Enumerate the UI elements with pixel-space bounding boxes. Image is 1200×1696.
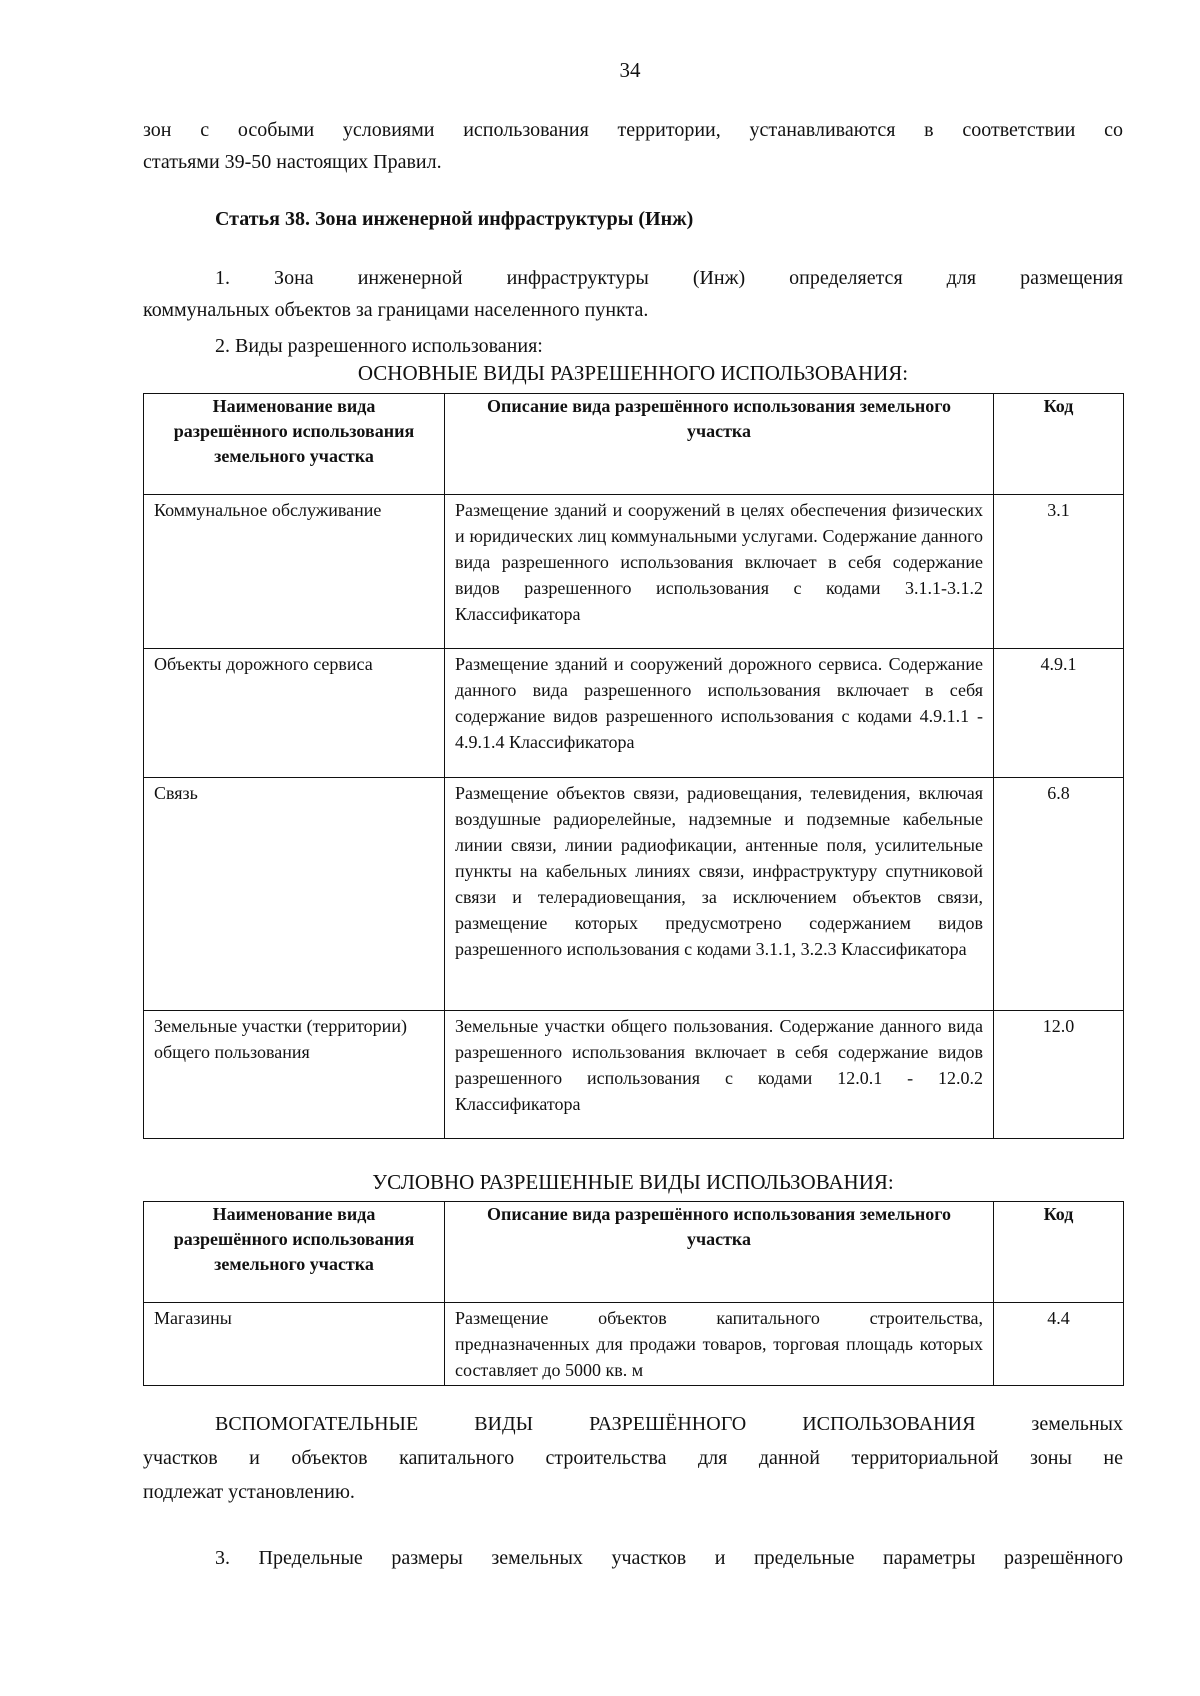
header-code: Код bbox=[994, 394, 1124, 495]
row-desc: Размещение зданий и сооружений в целях обеспечения физических и юридических лиц коммунальными услугами. Содержание данного вида разрешенного использования включает в себя содержание видов разрешенного использования с кодами 3.1.1-3.1.2 Классификатора bbox=[445, 495, 994, 649]
item-3-text: 3. Предельные размеры земельных участков и предельные параметры разрешённого bbox=[215, 1547, 1123, 1569]
article-heading: Статья 38. Зона инженерной инфраструктуры (Инж) bbox=[215, 208, 694, 230]
table-row bbox=[144, 495, 1124, 649]
item-1-line-2: коммунальных объектов за границами населенного пункта. bbox=[143, 299, 649, 321]
conditional-uses-title: УСЛОВНО РАЗРЕШЕННЫЕ ВИДЫ ИСПОЛЬЗОВАНИЯ: bbox=[372, 1170, 894, 1194]
table-row bbox=[144, 1303, 1124, 1386]
page-number: 34 bbox=[619, 58, 641, 82]
auxiliary-line-2: участков и объектов капитального строительства для данной территориальной зоны не bbox=[143, 1447, 1123, 1469]
header-code: Код bbox=[994, 1202, 1124, 1303]
table-header-row bbox=[144, 394, 1124, 495]
row-desc: Размещение зданий и сооружений дорожного сервиса. Содержание данного вида разрешенного использования включает в себя содержание видов разрешенного использования с кодами 4.9.1.1 - 4.9.1.4 Классификатора bbox=[445, 649, 994, 778]
header-name: Наименование вида разрешённого использования земельного участка bbox=[144, 1202, 445, 1303]
conditional-uses-table bbox=[143, 1201, 1124, 1386]
row-desc: Размещение объектов капитального строительства, предназначенных для продажи товаров, торговая площадь которых составляет до 5000 кв. м bbox=[445, 1303, 994, 1386]
intro-line-1: зон с особыми условиями использования территории, устанавливаются в соответствии со bbox=[143, 119, 1123, 141]
header-desc: Описание вида разрешённого использования земельного участка bbox=[445, 394, 994, 495]
row-name: Магазины bbox=[144, 1303, 445, 1386]
table-row bbox=[144, 1011, 1124, 1139]
row-name: Коммунальное обслуживание bbox=[144, 495, 445, 649]
row-code: 4.4 bbox=[994, 1303, 1124, 1386]
auxiliary-line-3: подлежат установлению. bbox=[143, 1481, 355, 1503]
intro-line-2: статьями 39-50 настоящих Правил. bbox=[143, 151, 442, 173]
item-2-text: 2. Виды разрешенного использования: bbox=[215, 335, 543, 357]
row-code: 12.0 bbox=[994, 1011, 1124, 1139]
item-1-line-1: 1. Зона инженерной инфраструктуры (Инж) определяется для размещения bbox=[215, 267, 1123, 289]
row-name: Объекты дорожного сервиса bbox=[144, 649, 445, 778]
row-name: Связь bbox=[144, 778, 445, 1011]
table-row bbox=[144, 649, 1124, 778]
main-uses-title: ОСНОВНЫЕ ВИДЫ РАЗРЕШЕННОГО ИСПОЛЬЗОВАНИЯ: bbox=[357, 361, 909, 385]
row-code: 6.8 bbox=[994, 778, 1124, 1011]
header-desc: Описание вида разрешённого использования земельного участка bbox=[445, 1202, 994, 1303]
intro-paragraph bbox=[143, 114, 1123, 178]
table-row bbox=[144, 778, 1124, 1011]
item-1-paragraph bbox=[143, 262, 1123, 326]
header-name: Наименование вида разрешённого использования земельного участка bbox=[144, 394, 445, 495]
row-code: 4.9.1 bbox=[994, 649, 1124, 778]
row-code: 3.1 bbox=[994, 495, 1124, 649]
auxiliary-paragraph bbox=[143, 1407, 1123, 1509]
row-desc: Земельные участки общего пользования. Содержание данного вида разрешенного использования включает в себя содержание видов разрешенного использования с кодами 12.0.1 - 12.0.2 Классификатора bbox=[445, 1011, 994, 1139]
auxiliary-line-1: ВСПОМОГАТЕЛЬНЫЕ ВИДЫ РАЗРЕШЁННОГО ИСПОЛЬЗОВАНИЯ земельных bbox=[215, 1413, 1123, 1435]
main-uses-table bbox=[143, 393, 1124, 1139]
row-desc: Размещение объектов связи, радиовещания, телевидения, включая воздушные радиорелейные, надземные и подземные кабельные линии связи, линии радиофикации, антенные поля, усилительные пункты на кабельных линиях связи, инфраструктуру спутниковой связи и телерадиовещания, за исключением объектов связи, размещение которых предусмотрено содержанием видов разрешенного использования с кодами 3.1.1, 3.2.3 Классификатора bbox=[445, 778, 994, 1011]
row-name: Земельные участки (территории) общего пользования bbox=[144, 1011, 445, 1139]
table-header-row bbox=[144, 1202, 1124, 1303]
